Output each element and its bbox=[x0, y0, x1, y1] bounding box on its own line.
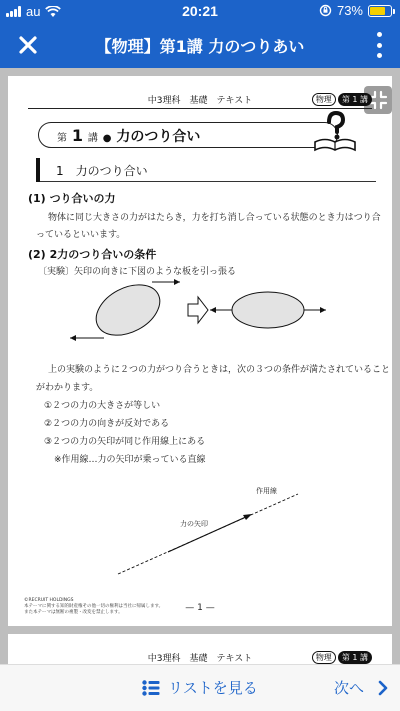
tilted-board-diagram bbox=[70, 275, 180, 346]
carrier-label: au bbox=[26, 4, 41, 19]
status-bar bbox=[0, 0, 400, 22]
subsection-1-heading bbox=[28, 190, 116, 206]
page-header-tag bbox=[312, 93, 372, 106]
status-time: 20:21 bbox=[182, 3, 218, 19]
lesson-heading bbox=[38, 122, 338, 148]
condition-3: ③２つの力の矢印が同じ作用線上にある bbox=[44, 437, 206, 447]
lesson-tag: 第 1 講 bbox=[338, 93, 372, 106]
page-number: — 1 — bbox=[185, 603, 215, 613]
conditions-intro-line2: がわかります。 bbox=[36, 383, 99, 393]
page-2-header-tag bbox=[312, 651, 372, 664]
experiment-figure bbox=[8, 272, 392, 352]
bottom-toolbar bbox=[0, 664, 400, 711]
page-2-lesson-tag: 第 1 講 bbox=[338, 651, 372, 664]
page-2-subject-tag: 物理 bbox=[312, 651, 336, 664]
lesson-title: 力のつり合い bbox=[116, 129, 201, 145]
lesson-suffix: 講 bbox=[87, 133, 98, 144]
experiment-caption: 〔実験〕矢印の向きに下図のような板を引っ張る bbox=[38, 267, 237, 277]
subsection-1-title: つり合いの力 bbox=[49, 192, 116, 205]
chevron-right-icon bbox=[378, 680, 388, 696]
subject-tag: 物理 bbox=[312, 93, 336, 106]
battery-icon bbox=[368, 5, 392, 17]
page-header bbox=[28, 93, 372, 109]
subsection-1-body-line1: 物体に同じ大きさの力がはたらき，力を打ち消し合っている状態のとき力はつり合 bbox=[48, 213, 381, 223]
close-icon[interactable] bbox=[14, 31, 42, 59]
document-page-1 bbox=[8, 76, 392, 626]
battery-fill bbox=[370, 7, 385, 15]
page-2-header bbox=[28, 651, 372, 664]
subsection-1-number: (1) bbox=[28, 192, 46, 205]
subsection-2-title: 2力のつり合いの条件 bbox=[49, 248, 157, 261]
question-book-icon bbox=[312, 108, 358, 154]
list-icon bbox=[142, 680, 160, 696]
conditions-intro-line1: 上の実験のように２つの力がつり合うときは，次の３つの条件が満たされていること bbox=[48, 365, 391, 375]
orientation-lock-icon bbox=[319, 4, 332, 17]
lesson-prefix: 第 bbox=[57, 133, 67, 144]
battery-percent: 73% bbox=[336, 3, 363, 18]
nav-bar bbox=[0, 22, 400, 68]
balanced-board-diagram bbox=[210, 292, 326, 328]
copyright-line1: ©RECRUIT HOLDINGS bbox=[24, 598, 74, 603]
more-options-icon[interactable] bbox=[374, 32, 384, 58]
transition-arrow-icon bbox=[188, 297, 208, 323]
document-page-2 bbox=[8, 634, 392, 664]
line-of-action-label: 作用線 bbox=[256, 487, 277, 495]
subsection-2-number: (2) bbox=[28, 248, 46, 261]
status-right bbox=[319, 3, 392, 18]
lesson-dot: ● bbox=[102, 133, 112, 144]
section-title-text: 1 力のつり合い bbox=[56, 164, 148, 178]
subsection-1-body-line2: っているといいます。 bbox=[36, 230, 126, 240]
lesson-heading-text bbox=[57, 126, 200, 146]
section-bar bbox=[36, 158, 40, 182]
copyright-line2: 本テーマに関する知的財産権その他一切の権利は当社に帰属します。 bbox=[24, 604, 164, 609]
page-header-text: 中3理科 基礎 テキスト bbox=[147, 96, 253, 106]
page-2-header-text: 中3理科 基礎 テキスト bbox=[147, 654, 253, 664]
document-viewer[interactable] bbox=[0, 68, 400, 664]
page-title: 【物理】第1講 力のつりあい bbox=[95, 37, 305, 56]
view-list-button[interactable] bbox=[142, 677, 258, 698]
lesson-number: 1 bbox=[71, 126, 84, 145]
condition-2: ②２つの力の向きが反対である bbox=[44, 419, 170, 429]
next-label: 次へ bbox=[333, 679, 364, 697]
condition-1: ①２つの力の大きさが等しい bbox=[44, 401, 161, 411]
line-of-action-note: ※作用線…力の矢印が乗っている直線 bbox=[54, 455, 206, 465]
copyright-line3: また本テーマは無断の複製・改変を禁止します。 bbox=[24, 610, 123, 615]
view-list-label: リストを見る bbox=[168, 679, 258, 697]
force-arrow-label: 力の矢印 bbox=[180, 520, 208, 528]
next-button[interactable] bbox=[334, 677, 388, 698]
section-title bbox=[36, 158, 376, 182]
subsection-2-heading bbox=[28, 246, 156, 262]
